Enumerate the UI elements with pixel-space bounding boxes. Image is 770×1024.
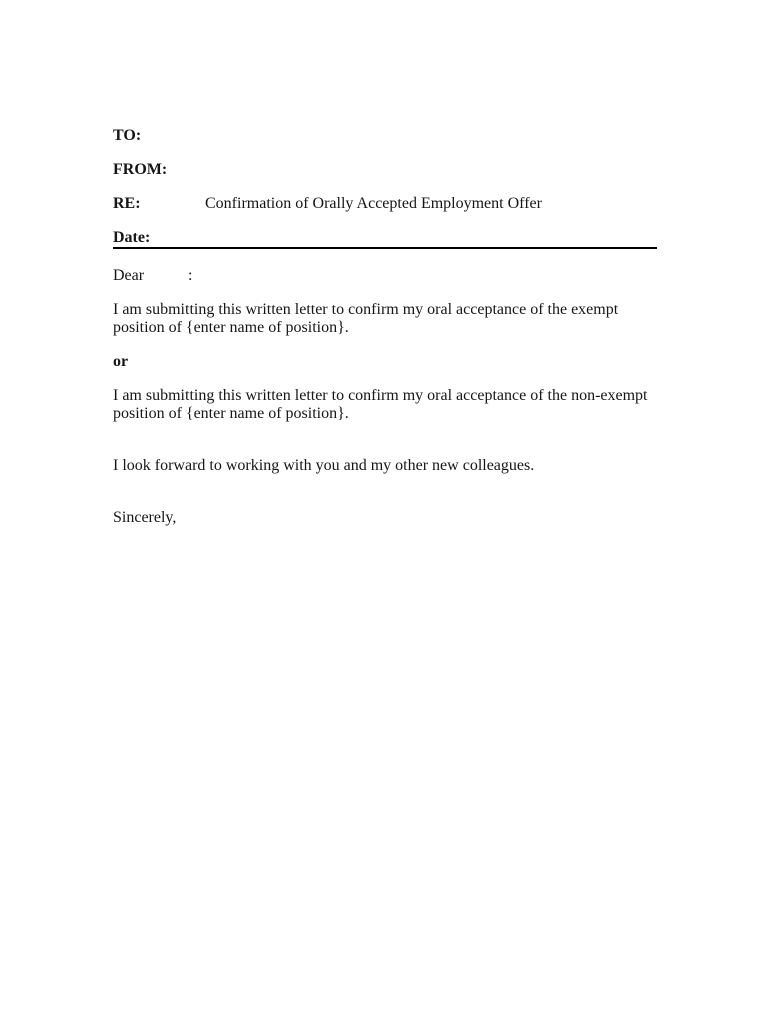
date-label: Date:: [113, 229, 151, 246]
re-subject: Confirmation of Orally Accepted Employment Offer: [205, 195, 542, 212]
re-line: [113, 195, 657, 213]
closing-line: I look forward to working with you and my other new colleagues.: [113, 457, 535, 474]
from-label: FROM:: [113, 161, 168, 178]
letter-content: [113, 127, 657, 543]
paragraph-nonexempt: I am submitting this written letter to confirm my oral acceptance of the non-exempt position of {enter name of position}.: [113, 387, 648, 422]
date-line: [113, 229, 657, 249]
salutation-dear: Dear: [113, 267, 145, 284]
from-line: [113, 161, 657, 179]
signoff: Sincerely,: [113, 509, 177, 526]
salutation-colon: :: [188, 267, 193, 284]
paragraph-exempt: I am submitting this written letter to confirm my oral acceptance of the exempt position of {enter name of position}.: [113, 301, 619, 336]
to-label: TO:: [113, 127, 142, 144]
or-separator: or: [113, 353, 129, 370]
salutation-line: [113, 267, 657, 285]
re-label: RE:: [113, 195, 141, 212]
to-line: [113, 127, 657, 145]
